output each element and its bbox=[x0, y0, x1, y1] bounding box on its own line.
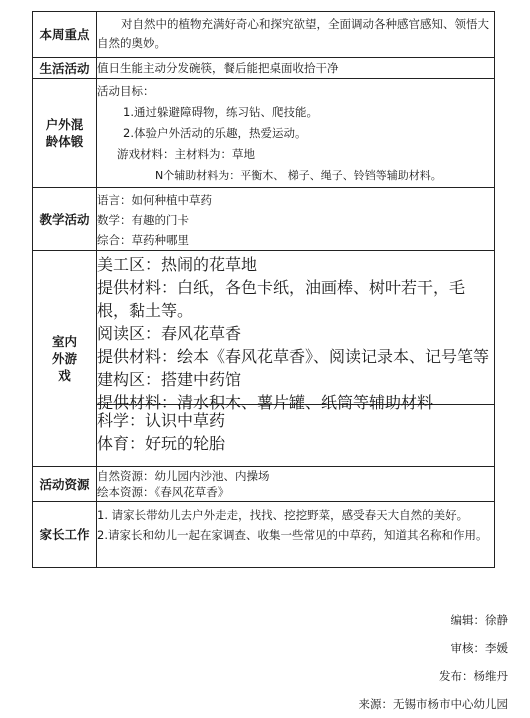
resources-natural: 自然资源：幼儿园内沙池、内操场 bbox=[97, 469, 270, 483]
focus-text: 对自然中的植物充满好奇心和探究欲望，全面调动各种感官感知、领悟大自然的奥妙。 bbox=[97, 17, 489, 50]
parents-label: 家长工作 bbox=[33, 502, 97, 568]
credit-editor: 编辑：徐静 bbox=[450, 613, 508, 627]
row-indoor bbox=[33, 251, 495, 467]
teaching-item-general: 综合：草药种哪里 bbox=[97, 233, 189, 247]
outdoor-main-material: 游戏材料：主材料为：草地 bbox=[117, 147, 255, 161]
life-label: 生活活动 bbox=[33, 58, 97, 79]
indoor-sports: 体育：好玩的轮胎 bbox=[97, 434, 226, 453]
credits bbox=[359, 606, 509, 718]
indoor-art-materials: 提供材料：白纸，各色卡纸，油画棒、树叶若干，毛根，黏土等。 bbox=[97, 278, 466, 320]
indoor-building-area: 建构区：搭建中药馆 bbox=[97, 370, 242, 389]
row-teaching bbox=[33, 188, 495, 251]
row-outdoor bbox=[33, 79, 495, 188]
indoor-reading-area: 阅读区：春风花草香 bbox=[97, 324, 242, 343]
indoor-art-area: 美工区：热闹的花草地 bbox=[97, 255, 258, 274]
life-text: 值日生能主动分发碗筷，餐后能把桌面收拾干净 bbox=[97, 58, 495, 79]
indoor-science: 科学：认识中草药 bbox=[97, 411, 226, 430]
row-parents bbox=[33, 502, 495, 568]
teaching-item-math: 数学：有趣的门卡 bbox=[97, 213, 189, 227]
teaching-item-language: 语言：如何种植中草药 bbox=[97, 193, 212, 207]
parents-item-1: 1. 请家长带幼儿去户外走走，找找、挖挖野菜，感受春天大自然的美好。 bbox=[97, 508, 469, 522]
parents-item-2: 2.请家长和幼儿一起在家调查、收集一些常见的中草药，知道其名称和作用。 bbox=[97, 528, 488, 542]
resources-label: 活动资源 bbox=[33, 467, 97, 502]
indoor-label: 室内外游戏 bbox=[33, 251, 97, 467]
focus-label: 本周重点 bbox=[33, 12, 97, 58]
resources-book: 绘本资源：《春风花草香》 bbox=[97, 485, 230, 499]
outdoor-goal-2: 2.体验户外活动的乐趣，热爱运动。 bbox=[123, 126, 307, 140]
teaching-label: 教学活动 bbox=[33, 188, 97, 251]
credit-source: 来源：无锡市杨市中心幼儿园 bbox=[358, 697, 508, 711]
credit-reviewer: 审核：李媛 bbox=[450, 641, 508, 655]
row-life bbox=[33, 58, 495, 79]
weekly-plan-table bbox=[32, 11, 495, 568]
row-focus bbox=[33, 12, 495, 58]
credit-publisher: 发布：杨维丹 bbox=[439, 669, 508, 683]
indoor-building-materials: 提供材料：清水积木、薯片罐、纸筒等辅助材料 bbox=[97, 393, 434, 412]
indoor-reading-materials: 提供材料：绘本《春风花草香》、阅读记录本、记号笔等 bbox=[97, 347, 490, 366]
row-resources bbox=[33, 467, 495, 502]
outdoor-goal-1: 1.通过躲避障碍物，练习钻、爬技能。 bbox=[123, 105, 318, 119]
outdoor-label: 户外混龄体锻 bbox=[33, 79, 97, 188]
outdoor-goal-title: 活动目标： bbox=[97, 84, 155, 98]
outdoor-aux-material: N个辅助材料为：平衡木、 梯子、绳子、铃铛等辅助材料。 bbox=[155, 169, 442, 182]
